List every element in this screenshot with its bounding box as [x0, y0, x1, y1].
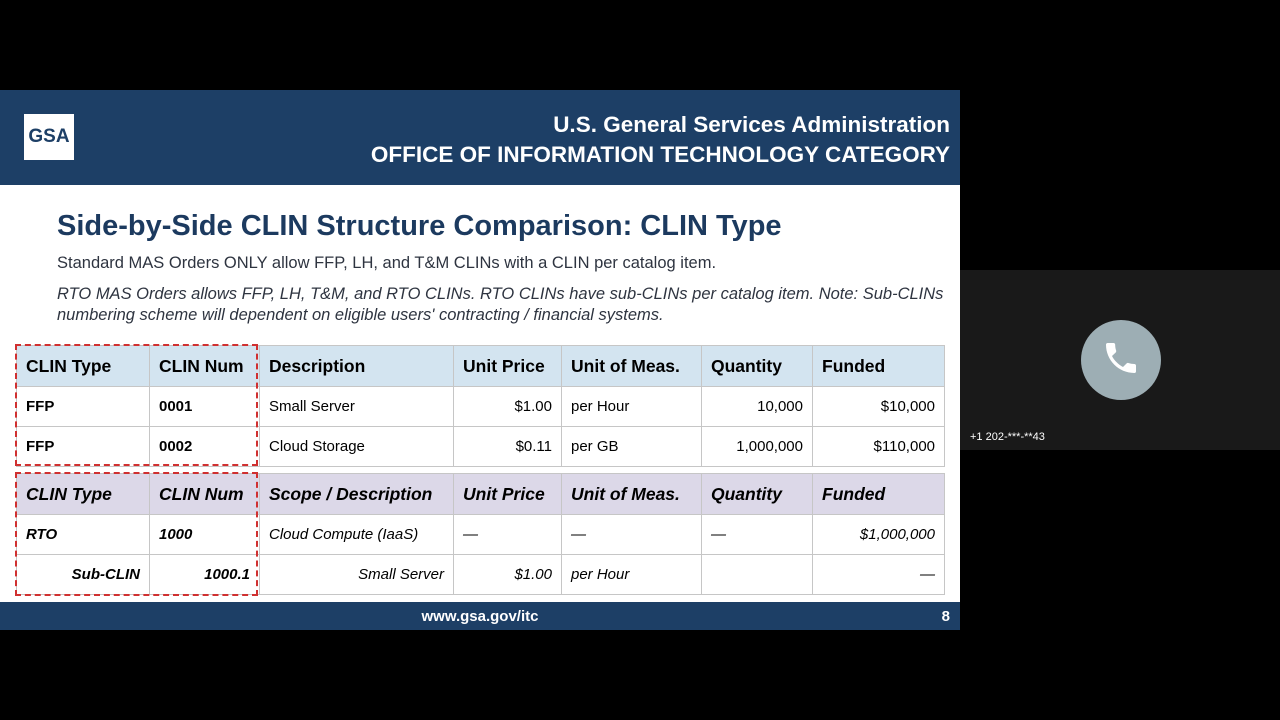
table-cell: Cloud Storage — [260, 427, 454, 467]
standard-clin-table — [16, 345, 945, 467]
table-cell: — — [454, 515, 562, 555]
table-cell: Cloud Compute (IaaS) — [260, 515, 454, 555]
table-cell: per Hour — [562, 387, 702, 427]
table-header-row — [17, 346, 945, 387]
office-name: OFFICE OF INFORMATION TECHNOLOGY CATEGORY — [370, 142, 950, 167]
table-cell: $0.11 — [454, 427, 562, 467]
table-cell: $1.00 — [454, 387, 562, 427]
header-cell: Unit Price — [454, 346, 562, 387]
agency-name: U.S. General Services Administration — [553, 112, 950, 137]
table-row — [17, 387, 945, 427]
header-cell: Description — [260, 346, 454, 387]
call-button[interactable] — [1081, 320, 1161, 400]
header-cell: CLIN Num — [150, 474, 260, 515]
table-cell: 0001 — [150, 387, 260, 427]
header-cell: CLIN Type — [17, 474, 150, 515]
table-row — [17, 555, 945, 595]
table-cell: per Hour — [562, 555, 702, 595]
call-participant-panel — [960, 270, 1280, 450]
table-cell: 1000 — [150, 515, 260, 555]
table-header-row — [17, 474, 945, 515]
table-cell — [702, 555, 813, 595]
phone-icon — [1101, 338, 1141, 383]
header-cell: Unit of Meas. — [562, 474, 702, 515]
table-cell: per GB — [562, 427, 702, 467]
table-cell: — — [702, 515, 813, 555]
table-cell: 0002 — [150, 427, 260, 467]
rto-clin-table — [16, 473, 945, 595]
caller-number: +1 202-***-**43 — [970, 431, 1045, 443]
header-cell: Quantity — [702, 474, 813, 515]
table-cell: 10,000 — [702, 387, 813, 427]
slide-note: RTO MAS Orders allows FFP, LH, T&M, and RTO CLINs. RTO CLINs have sub-CLINs per catalog item. Note: Sub-CLINs numbering scheme will dependent on eligible users' contracting / financial systems. — [57, 285, 944, 324]
table-cell: $1.00 — [454, 555, 562, 595]
table-cell: 1,000,000 — [702, 427, 813, 467]
header-cell: CLIN Num — [150, 346, 260, 387]
table-cell: Sub-CLIN — [17, 555, 150, 595]
header-cell: Funded — [813, 346, 945, 387]
header-cell: Unit Price — [454, 474, 562, 515]
table-cell: RTO — [17, 515, 150, 555]
header-cell: Scope / Description — [260, 474, 454, 515]
header-cell: CLIN Type — [17, 346, 150, 387]
table-row — [17, 427, 945, 467]
table-cell: $1,000,000 — [813, 515, 945, 555]
header-cell: Quantity — [702, 346, 813, 387]
table-cell: FFP — [17, 387, 150, 427]
header-cell: Funded — [813, 474, 945, 515]
table-cell: 1000.1 — [150, 555, 260, 595]
page-number: 8 — [941, 608, 950, 625]
table-cell: — — [562, 515, 702, 555]
presentation-slide — [0, 90, 960, 630]
table-cell: $10,000 — [813, 387, 945, 427]
slide-header — [0, 90, 960, 185]
gsa-logo: GSA — [24, 114, 74, 160]
footer-url: www.gsa.gov/itc — [421, 608, 539, 625]
table-cell: Small Server — [260, 555, 454, 595]
header-cell: Unit of Meas. — [562, 346, 702, 387]
slide-subtitle: Standard MAS Orders ONLY allow FFP, LH, and T&M CLINs with a CLIN per catalog item. — [57, 254, 717, 272]
table-cell: — — [813, 555, 945, 595]
table-cell: $110,000 — [813, 427, 945, 467]
table-cell: Small Server — [260, 387, 454, 427]
slide-footer — [0, 602, 960, 630]
slide-title: Side-by-Side CLIN Structure Comparison: CLIN Type — [57, 210, 782, 242]
table-cell: FFP — [17, 427, 150, 467]
table-row — [17, 515, 945, 555]
